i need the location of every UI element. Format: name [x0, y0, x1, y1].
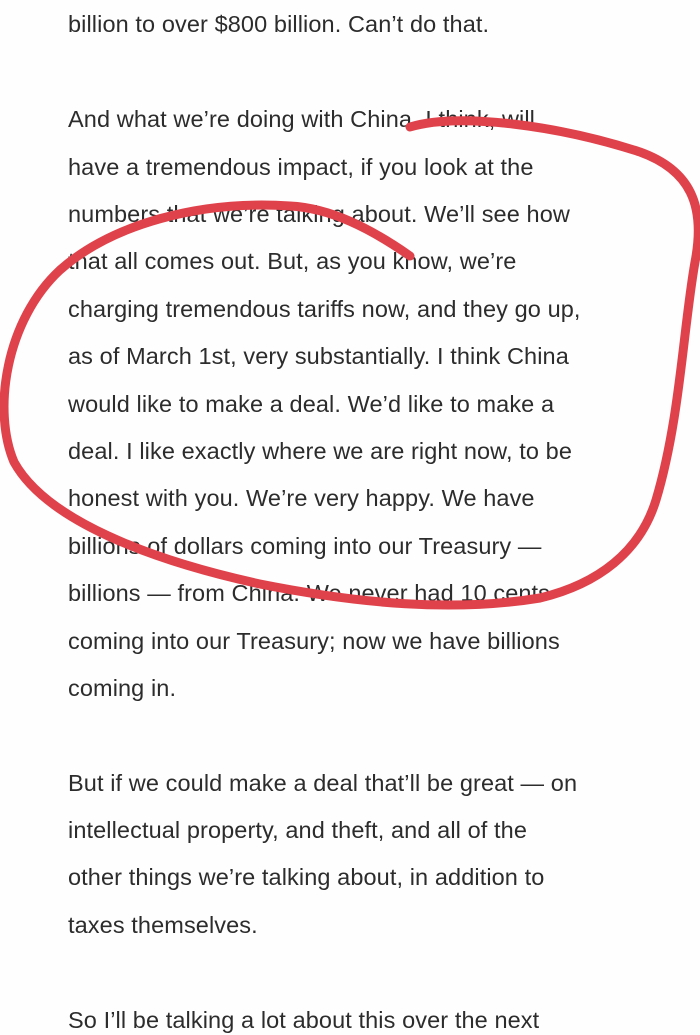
paragraph-line: billion to over $800 billion. Can’t do that.: [68, 11, 490, 37]
paragraph-line: taxes themselves.: [68, 912, 258, 938]
paragraph-line: So I’ll be talking a lot about this over the next: [68, 1007, 540, 1033]
paragraph-line: But if we could make a deal that’ll be great — on: [68, 770, 578, 796]
paragraph-line: other things we’re talking about, in addition to: [68, 864, 545, 890]
paragraph-line: have a tremendous impact, if you look at the: [68, 154, 534, 180]
paragraph-line: billions — from China. We never had 10 cents: [68, 580, 551, 606]
paragraph-line: charging tremendous tariffs now, and they go up,: [68, 296, 581, 322]
paragraph-line: deal. I like exactly where we are right now, to be: [68, 438, 572, 464]
paragraph-line: numbers that we’re talking about. We’ll see how: [68, 201, 570, 227]
paragraph-line: honest with you. We’re very happy. We have: [68, 485, 535, 511]
paragraph-line: billions of dollars coming into our Treasury —: [68, 533, 542, 559]
paragraph-line: intellectual property, and theft, and all of the: [68, 817, 527, 843]
paragraph-line: would like to make a deal. We’d like to make a: [68, 391, 555, 417]
paragraph-line: as of March 1st, very substantially. I think China: [68, 343, 569, 369]
paragraph-line: that all comes out. But, as you know, we’re: [68, 248, 517, 274]
paragraph-line: coming into our Treasury; now we have billions: [68, 628, 560, 654]
paragraph-line: And what we’re doing with China, I think, will: [68, 106, 535, 132]
paragraph-line: coming in.: [68, 675, 177, 701]
